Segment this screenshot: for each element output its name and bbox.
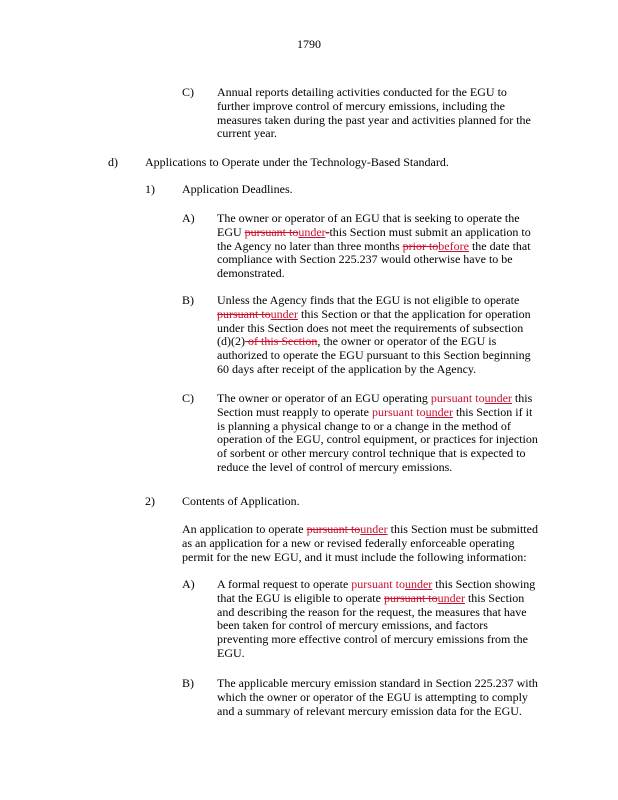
text-line bbox=[217, 86, 531, 100]
text-line bbox=[217, 267, 531, 281]
text-run: measures taken during the past year and activities planned for the bbox=[217, 112, 531, 127]
text-line bbox=[182, 537, 538, 551]
paragraph-d-heading bbox=[145, 156, 449, 170]
text-run: this Section must submit an application to bbox=[329, 224, 531, 239]
text-run: this Section showing bbox=[432, 577, 536, 591]
deleted-text: pursuant to bbox=[217, 306, 271, 321]
deleted-text: - bbox=[325, 224, 330, 239]
text-line bbox=[217, 447, 538, 461]
inserted-text: under bbox=[360, 522, 388, 536]
text-line bbox=[217, 619, 535, 633]
text-run: compliance with Section 225.237 would otherwise have to be bbox=[217, 252, 513, 267]
item-label: A) bbox=[182, 211, 195, 225]
text-line bbox=[217, 226, 531, 240]
inserted-text: under bbox=[404, 577, 433, 591]
text-run: pursuant to bbox=[351, 577, 405, 591]
text-run: of sorbent or other mercury control technique that is expected to bbox=[217, 446, 526, 461]
text-run: which the owner or operator of the EGU is attempting to comply bbox=[217, 689, 528, 704]
text-run: permit for the new EGU, and it must include the following information: bbox=[182, 549, 527, 564]
text-line bbox=[217, 461, 538, 475]
item-label: 1) bbox=[145, 182, 155, 196]
text-line bbox=[217, 677, 538, 691]
text-line bbox=[217, 433, 538, 447]
text-run: reduce the level of control of mercury emissions. bbox=[217, 459, 453, 474]
text-line bbox=[217, 349, 531, 363]
text-line bbox=[217, 363, 531, 377]
text-run: The owner or operator of an EGU that is seeking to operate the bbox=[217, 211, 520, 225]
text-line bbox=[145, 156, 449, 170]
text-run: (d)(2) bbox=[217, 334, 245, 349]
deleted-text: pursuant to bbox=[383, 590, 438, 605]
text-run: , the owner or operator of the EGU is bbox=[317, 334, 497, 349]
inserted-text: under bbox=[437, 590, 465, 605]
text-run: been taken for control of mercury emissions, and factors bbox=[217, 618, 488, 633]
paragraph-d1-heading bbox=[182, 183, 293, 197]
paragraph-d1-c bbox=[217, 392, 538, 475]
item-label: A) bbox=[182, 577, 195, 591]
text-run: pursuant to bbox=[371, 404, 426, 419]
item-label: C) bbox=[182, 391, 194, 405]
inserted-text: under bbox=[425, 404, 453, 419]
text-run: operation of the EGU, control equipment, or practices for injection bbox=[217, 432, 538, 447]
text-line bbox=[217, 100, 531, 114]
text-run: EGU. bbox=[217, 645, 245, 660]
item-label: B) bbox=[182, 676, 194, 690]
paragraph-d1-b bbox=[217, 294, 531, 377]
text-run: the Agency no later than three months bbox=[217, 238, 403, 253]
deleted-text: of this Section bbox=[244, 334, 318, 349]
text-run: this bbox=[511, 391, 533, 405]
text-run: and describing the reason for the request, the measures that have bbox=[217, 604, 527, 619]
paragraph-d2-b bbox=[217, 677, 538, 718]
paragraph-d2-a bbox=[217, 578, 535, 661]
text-line bbox=[217, 420, 538, 434]
text-line bbox=[217, 212, 531, 226]
text-line bbox=[217, 406, 538, 420]
text-run: under this Section does not meet the requirements of subsection bbox=[217, 320, 524, 335]
text-line bbox=[217, 592, 535, 606]
text-run: as an application for a new or revised federally enforceable operating bbox=[182, 535, 515, 550]
text-line bbox=[217, 705, 538, 719]
text-line bbox=[217, 633, 535, 647]
inserted-text: under bbox=[298, 224, 326, 239]
text-run: An application to operate bbox=[182, 522, 307, 536]
text-run: Application Deadlines. bbox=[182, 182, 293, 196]
text-line bbox=[217, 392, 538, 406]
text-line bbox=[217, 691, 538, 705]
item-label: B) bbox=[182, 293, 194, 307]
text-line bbox=[182, 523, 538, 537]
text-line bbox=[217, 114, 531, 128]
text-run: A formal request to operate bbox=[217, 577, 352, 591]
inserted-text: under bbox=[270, 306, 298, 321]
text-run: EGU bbox=[217, 224, 245, 239]
text-run: authorized to operate the EGU pursuant to this Section beginning bbox=[217, 348, 531, 363]
text-run: that the EGU is eligible to operate bbox=[217, 590, 384, 605]
text-line bbox=[217, 606, 535, 620]
text-run: this Section must be submitted bbox=[387, 522, 538, 536]
text-run: and a summary of relevant mercury emission data for the EGU. bbox=[217, 703, 522, 718]
inserted-text: under bbox=[484, 391, 512, 405]
text-run: pursuant to bbox=[430, 391, 485, 405]
item-label: d) bbox=[108, 155, 118, 169]
paragraph-c-annual bbox=[217, 86, 531, 141]
text-run: is planning a physical change to or a change in the method of bbox=[217, 418, 511, 433]
text-run: Annual reports detailing activities conducted for the EGU to bbox=[217, 85, 507, 99]
text-line bbox=[217, 294, 531, 308]
deleted-text: prior to bbox=[402, 238, 439, 253]
item-label: C) bbox=[182, 85, 194, 99]
text-run: the date that bbox=[468, 238, 531, 253]
text-run: The applicable mercury emission standard in Section 225.237 with bbox=[217, 676, 538, 690]
text-line bbox=[182, 551, 538, 565]
text-line bbox=[182, 495, 300, 509]
text-run: this Section bbox=[464, 590, 525, 605]
deleted-text: pursuant to bbox=[306, 522, 361, 536]
text-run: this Section or that the application for operation bbox=[298, 306, 531, 321]
page-number: 1790 bbox=[297, 37, 321, 51]
text-run: Unless the Agency finds that the EGU is not eligible to operate bbox=[217, 293, 520, 307]
item-label: 2) bbox=[145, 494, 155, 508]
text-line bbox=[217, 578, 535, 592]
text-run: The owner or operator of an EGU operating bbox=[217, 391, 431, 405]
text-run: 60 days after receipt of the application by the Agency. bbox=[217, 361, 477, 376]
paragraph-d2-heading bbox=[182, 495, 300, 509]
deleted-text: pursuant to bbox=[244, 224, 299, 239]
text-run: Applications to Operate under the Technology-Based Standard. bbox=[145, 155, 449, 169]
text-run: this Section if it bbox=[452, 404, 533, 419]
text-line bbox=[217, 308, 531, 322]
text-line bbox=[217, 127, 531, 141]
paragraph-d1-a bbox=[217, 212, 531, 281]
text-line bbox=[217, 253, 531, 267]
text-run: demonstrated. bbox=[217, 266, 285, 281]
text-line bbox=[217, 647, 535, 661]
paragraph-d2-intro bbox=[182, 523, 538, 564]
text-run: Contents of Application. bbox=[182, 494, 300, 508]
text-line bbox=[217, 240, 531, 254]
text-line bbox=[217, 335, 531, 349]
text-run: preventing more effective control of mercury emissions from the bbox=[217, 632, 529, 647]
text-run: Section must reapply to operate bbox=[217, 404, 372, 419]
inserted-text: before bbox=[438, 238, 469, 253]
text-line bbox=[217, 322, 531, 336]
text-run: current year. bbox=[217, 126, 277, 141]
text-run: further improve control of mercury emissions, including the bbox=[217, 98, 505, 113]
text-line bbox=[182, 183, 293, 197]
